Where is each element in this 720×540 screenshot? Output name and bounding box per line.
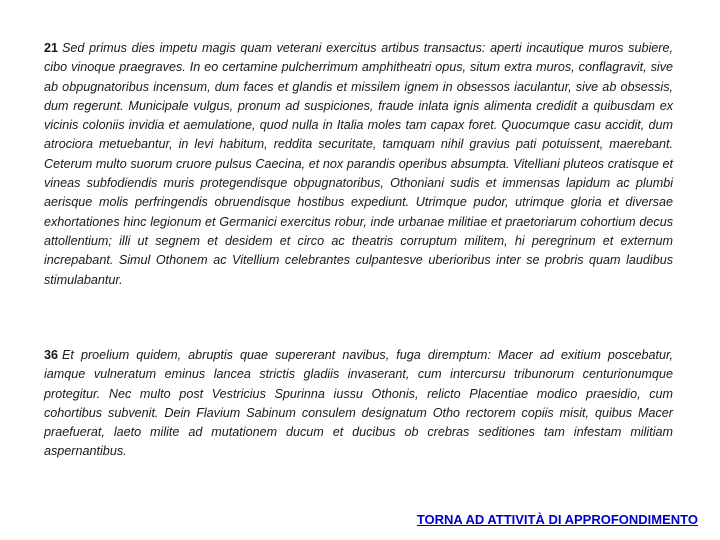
paragraph-text: Et proelium quidem, abruptis quae supererant navibus, fuga diremptum: Macer ad exitium poscebatur, iamque vulneratum eminus lancea strictis gladiis invaserant, cum intercursu tribunorum centurionumque protegitur. Nec multo post Vestricius Spurinna iussu Othonis, relicto Placentiae modico praesidio, cum cohortibus subvenit. Dein Flavium Sabinum consulem designatum Otho rectorem copiis misit, quibus Macer praefuerat, laeto milite ad mutationem ducum et ducibus ob crebras seditiones tam infestam militiam aspernantibus.	[44, 348, 673, 459]
paragraph-number: 36	[44, 348, 59, 362]
paragraph-text: Sed primus dies impetu magis quam veterani exercitus artibus transactus: aperti incautique muros subiere, cibo vinoque praegraves. In eo certamine pulcherrimum amphitheatri opus, situm extra muros, conflagravit, sive ab obpugnatoribus incensum, dum faces et glandis et missilem ignem in obsessos iaculantur, sive ab obsessis, dum regerunt. Municipale vulgus, pronum ad suspiciones, fraude inlata ignis alimenta credidit a quibusdam ex vicinis coloniis invidia et aemulatione, quod nulla in Italia moles tam capax foret. Quocumque casu accidit, dum atrociora metuebantur, in levi habitum, reddita securitate, tamquam nihil gravius pati potuissent, maerebant. Ceterum multo suorum cruore pulsus Caecina, et nox parandis operibus absumpta. Vitelliani pluteos cratisque et vineas subfodiendis muris protegendisque obpugnatoribus, Othoniani sudis et immensas lapidum ac plumbi aerisque molis perfringendis obruendisque hostibus expediunt. Utrimque pudor, utrimque gloria et diversae exhortationes hinc legionum et Germanici exercitus robur, inde urbanae militiae et praetoriarum cohortium decus attollentium; illi ut segnem et desidem et circo ac theatris corruptum militem, hi peregrinum et externum increpabant. Simul Othonem ac Vitellium celebrantes culpantesve uberioribus inter se probris quam laudibus stimulabantur.	[44, 41, 673, 287]
paragraph-21	[44, 39, 673, 290]
paragraph-number: 21	[44, 41, 59, 55]
paragraph-36	[44, 346, 673, 462]
back-to-activity-link[interactable]: TORNA AD ATTIVITÀ DI APPROFONDIMENTO	[416, 512, 698, 527]
